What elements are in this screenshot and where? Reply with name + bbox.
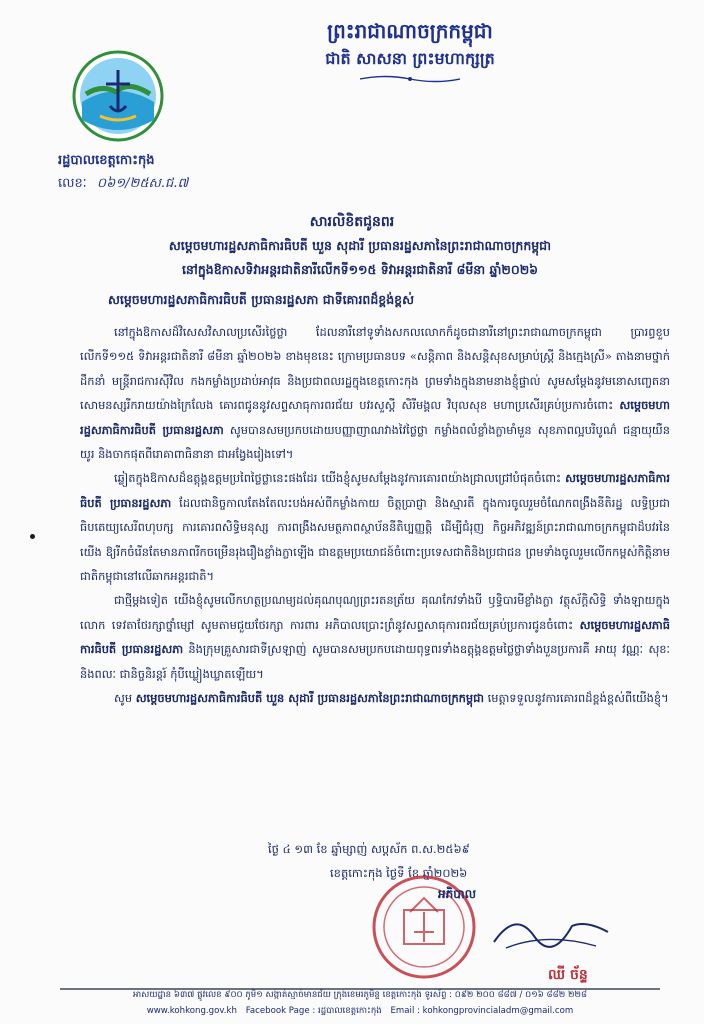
- paragraph-4-tail: មេត្តាទទួលនូវការគោរពដ៏ខ្ពង់ខ្ពស់ពីយើងខ្ញុំ។: [483, 691, 669, 706]
- paragraph-1-emphasis: សម្តេចមហារដ្ឋសភាធិការធិបតី ប្រធានរដ្ឋសភា: [80, 398, 670, 437]
- reference-label: លេខៈ: [58, 176, 87, 191]
- reference-number: [58, 175, 188, 194]
- footer-contacts: [60, 1006, 660, 1018]
- kingdom-heading: ព្រះរាជាណាចក្រកម្ពុជា: [327, 19, 493, 43]
- paragraph-1-tail: សូមបានសមប្រកបដោយបញ្ញាញាណវាងវៃថ្លៃថ្លា កម្លាំងពលំខ្លាំងក្លាមាំមួន សុខភាពល្អបរិបូណ៌ ជន្មាយុយឺនយូរ និងចាកផុតពីរោគាពាធិនានា ជាអង្វែងរៀងទៅ។: [80, 422, 670, 462]
- footer-facebook[interactable]: Facebook Page : រដ្ឋបាលខេត្តកោះកុង: [245, 1006, 382, 1016]
- letter-title: សារលិខិតជូនពរ: [309, 214, 395, 230]
- paragraph-2-tail: ដែលជានិច្ចកាលតែងតែលះបង់អស់ពីកម្លាំងកាយ ចិត្តប្រាជ្ញា និងស្មារតី ក្នុងការចូលរួមចំណែកពង្រឹងនីតិរដ្ឋ លទ្ធិប្រជាធិបតេយ្យសេរីពហុបក្ស ការគោរពសិទ្ធិមនុស្ស ការពង្រឹងសមត្ថភាពស្ថាប័ននីតិប្បញ្ញត្តិ ដើម្បីជំរុញ កិច្ចអភិវឌ្ឍន៍ព្រះរាជាណាចក្រកម្ពុជាដ៏បវរនៃយើង ឱ្យរីកចំរើនតែមានភាពរីកចម្រើនរុងរឿងខ្លាំងក្លាឡើង ជាឧត្តមប្រយោជន៍ចំពោះប្រទេសជាតិនិងប្រជាជន ព្រមទាំងចូលរួមលើកកម្ពស់កិត្តិនាមជាតិកម្ពុជានៅលើឆាកអន្តរជាតិ។: [80, 495, 670, 584]
- solar-date: ខេត្តកោះកុង ថ្ងៃទី ខែ ឆ្នាំ២០២៦: [330, 866, 468, 880]
- paragraph-2-text: ឆ្លៀតក្នុងឱកាសដ៏ឧត្តុង្គឧត្តមប្រពៃថ្លៃថ្លានេះផងដែរ យើងខ្ញុំសូមសម្តែងនូវការគោរពយ៉ាងជ្រាលជ្រៅបំផុតចំពោះ: [114, 471, 566, 486]
- footer-website[interactable]: www.kohkong.gov.kh: [146, 1006, 237, 1016]
- margin-mark: [30, 534, 35, 539]
- national-motto: ជាតិ សាសនា ព្រះមហាក្សត្រ: [325, 49, 495, 68]
- reference-value: ០៦១/២៥ស.ជ.៧: [96, 176, 189, 191]
- paragraph-4: [80, 686, 670, 710]
- paragraph-4-text: សូម: [114, 691, 136, 706]
- ornament-divider: [360, 74, 460, 84]
- letter-body: [80, 320, 670, 711]
- signer-name: ឈី ច័ន្ទ: [548, 967, 588, 983]
- paragraph-3-emphasis: សម្តេចមហារដ្ឋសភាធិការធិបតី ប្រធានរដ្ឋសភា: [80, 617, 670, 657]
- handwritten-signature: [486, 902, 616, 962]
- paragraph-2-emphasis: សម្តេចមហារដ្ឋសភាធិការធិបតី ប្រធានរដ្ឋសភា: [80, 471, 670, 510]
- paragraph-3-tail: និងក្រុមគ្រួសារជាទីស្រឡាញ់ សូមបានសមប្រកបដោយពុទ្ធពរទាំងឧត្តុង្គឧត្តមថ្លៃថ្លាទាំងបួនប្រការគឺ អាយុ វណ្ណៈ សុខៈ និងពលៈ ជានិច្ចនិរន្តរ៍ កុំបីឃ្លៀងឃ្លាតឡើយ។: [80, 642, 670, 681]
- paragraph-2: [80, 466, 670, 588]
- paragraph-1: [80, 320, 670, 466]
- province-logo: [72, 50, 164, 142]
- paragraph-3-text: ជាថ្មីម្តងទៀត យើងខ្ញុំសូមលើកហត្ថប្រណម្យដល់គុណបុណ្យព្រះរតនត្រ័យ គុណកែវទាំងបី ឫទ្ធិបារមីខ្លាំងក្លា វត្ថុស័ក្តិសិទ្ធិ ទាំងឡាយក្នុងលោក ទេវតាថែរក្សាថ្នាំម្សៅ សូមតាមជួយថែរក្សា ការពារ អភិបាលប្រោះព្រំនូវសព្ទសាធុការពរជ័យគ្រប់ប្រការជូនចំពោះ: [80, 593, 670, 632]
- paragraph-1-text: នៅក្នុងឱកាសដ៏វិសេសវិសាលប្រសើរថ្លៃថ្លា ដែលនារីនៅទូទាំងសកលលោកក៏ដូចជានារីនៅព្រះរាជាណាចក្រកម្ពុជា ប្រារព្ធខួបលើកទី១១៥ ទិវាអន្តរជាតិនារី ៨មីនា ឆ្នាំ២០២៦ ខាងមុខនេះ ក្រោមប្រធានបទ «សន្តិភាព និងសន្តិសុខសម្រាប់ស្ត្រី និងក្មេងស្រី» តាងនាមថ្នាក់ដឹកនាំ មន្ត្រីរាជការស៊ីវិល កងកម្លាំងប្រដាប់អាវុធ និងប្រជាពលរដ្ឋក្នុងខេត្តកោះកុង ព្រមទាំងក្នុងនាមនាងខ្ញុំផ្ទាល់ សូមសម្តែងនូវមនោសញ្ចេតនាសោមនស្សរីករាយយ៉ាងក្រៃលែង គោរពជូននូវសព្ទសាធុការពរជ័យ បវរសួស្តី សិរីមង្គល វិបុលសុខ មហាប្រសើរគ្រប់ប្រការចំពោះ: [80, 325, 670, 413]
- signer-position: អភិបាល: [438, 887, 477, 901]
- footer-address: អាសយដ្ឋាន ៦៣៧ ផ្លូវលេខ ៩០០ ភូមិ១ សង្កាត់ស្មាច់មានជ័យ ក្រុងខេមរភូមិន្ទ ខេត្តកោះកុង ទូរស័ព្ទ : ០៩២ ២០០ ៨៨៧ / ០១៦ ៨៨២ ២២៨: [132, 990, 588, 1000]
- footer-email[interactable]: Email : kohkongprovincialadm@gmail.com: [390, 1006, 574, 1016]
- paragraph-4-emphasis: សម្តេចមហារដ្ឋសភាធិការធិបតី ឃួន សុដារី ប្រធានរដ្ឋសភានៃព្រះរាជាណាចក្រកម្ពុជា: [135, 691, 484, 706]
- paragraph-3: [80, 588, 670, 686]
- issuing-authority: រដ្ឋបាលខេត្តកោះកុង: [58, 153, 155, 168]
- lunar-date: ថ្ងៃ ៤ ១៣ ខែ ឆ្នាំម្សាញ់ សប្តស័ក ព.ស.២៥៦៩: [268, 842, 470, 856]
- occasion-line: នៅក្នុងឱកាសទិវាអន្តរជាតិនារីលើកទី១១៥ ទិវាអន្តរជាតិនារី ៨មីនា ឆ្នាំ២០២៦: [181, 262, 539, 277]
- salutation: សម្តេចមហារដ្ឋសភាធិការធិបតី ប្រធានរដ្ឋសភា ជាទីគោរពដ៏ខ្ពង់ខ្ពស់: [108, 292, 415, 307]
- recipient-line: សម្តេចមហារដ្ឋសភាធិការធិបតី ឃួន សុដារី ប្រធានរដ្ឋសភានៃព្រះរាជាណាចក្រកម្ពុជា: [168, 238, 552, 253]
